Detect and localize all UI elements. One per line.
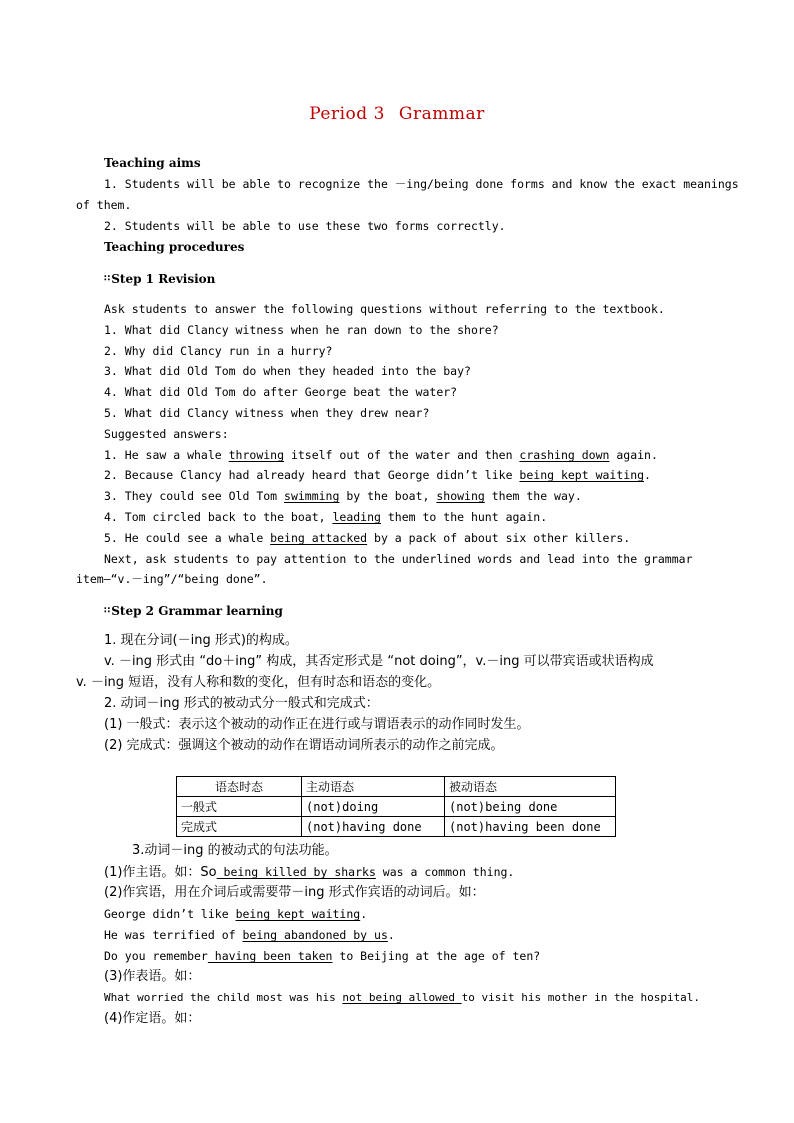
table-header-row xyxy=(177,777,616,797)
grammar-point-1-body-cont: v. －ing 短语，没有人称和数的变化，但有时态和语态的变化。 xyxy=(76,675,441,690)
question-1: 1. What did Clancy witness when he ran down to the shore? xyxy=(104,323,499,337)
underlined-phrase: not being allowed xyxy=(342,991,462,1004)
function-attributive: (4)作定语。如： xyxy=(104,1011,201,1026)
underlined-phrase: being abandoned by us xyxy=(242,928,388,942)
example-text: was a common thing. xyxy=(375,865,515,879)
example-text: (1)作主语。如：So xyxy=(104,865,217,880)
example-text: What worried the child most was his xyxy=(104,991,343,1004)
answer-text: them the way. xyxy=(484,489,582,503)
table-cell: (not)being done xyxy=(445,797,616,817)
step-marker-icon: ∷ xyxy=(104,274,111,284)
grammar-point-1: 1. 现在分词(－ing 形式)的构成。 xyxy=(104,633,298,648)
answer-text: 1. He saw a whale xyxy=(104,448,229,462)
example-text: George didn’t like xyxy=(104,907,236,921)
table-cell: (not)doing xyxy=(302,797,445,817)
table-cell: 完成式 xyxy=(177,817,302,837)
grammar-point-2-perfect: (2) 完成式：强调这个被动的动作在谓语动词所表示的动作之前完成。 xyxy=(104,738,504,753)
underlined-phrase: being kept waiting xyxy=(235,907,361,921)
answer-text: itself out of the water and then xyxy=(284,448,520,462)
title-period: Period 3 xyxy=(309,104,385,124)
question-4: 4. What did Old Tom do after George beat the water? xyxy=(104,385,458,399)
underlined-phrase: showing xyxy=(436,489,485,503)
table-header: 被动语态 xyxy=(445,777,616,797)
underlined-phrase: throwing xyxy=(228,448,285,462)
example-object-1 xyxy=(104,906,720,922)
answer-text: 5. He could see a whale xyxy=(104,531,271,545)
example-text: . xyxy=(360,907,368,921)
example-text: to Beijing at the age of ten? xyxy=(332,949,541,963)
step-marker-icon: ∷ xyxy=(104,606,111,616)
answer-text: again. xyxy=(609,448,658,462)
underlined-phrase: swimming xyxy=(284,489,340,503)
underlined-phrase: being attacked xyxy=(270,531,368,545)
table-cell: 一般式 xyxy=(177,797,302,817)
answer-text: 2. Because Clancy had already heard that George didn’t like xyxy=(104,468,520,482)
step-2-heading xyxy=(104,603,720,619)
underlined-phrase: being killed by sharks xyxy=(216,865,376,879)
answer-text: 3. They could see Old Tom xyxy=(104,489,285,503)
grammar-point-2: 2. 动词－ing 形式的被动式分一般式和完成式： xyxy=(104,696,379,711)
question-5: 5. What did Clancy witness when they drew near? xyxy=(104,406,430,420)
answer-1 xyxy=(104,447,720,463)
step-1-intro: Ask students to answer the following questions without referring to the textbook. xyxy=(104,302,665,316)
answer-text: by the boat, xyxy=(339,489,437,503)
example-text: to visit his mother in the hospital. xyxy=(461,991,701,1004)
example-text: Do you remember xyxy=(104,949,208,963)
question-3: 3. What did Old Tom do when they headed into the bay? xyxy=(104,364,471,378)
table-row xyxy=(177,817,616,837)
example-text: . xyxy=(387,928,395,942)
title-topic: Grammar xyxy=(398,104,485,124)
teaching-aims-heading: Teaching aims xyxy=(104,156,201,170)
function-predicative: (3)作表语。如： xyxy=(104,969,201,984)
answer-text: 4. Tom circled back to the boat, xyxy=(104,510,333,524)
next-instruction: Next, ask students to pay attention to the underlined words and lead into the grammar xyxy=(104,552,693,566)
step-1-title: Step 1 Revision xyxy=(111,272,216,286)
answer-text: them to the hunt again. xyxy=(380,510,548,524)
answer-text: . xyxy=(644,468,651,482)
grammar-point-3: 3.动词－ing 的被动式的句法功能。 xyxy=(132,843,338,858)
question-2: 2. Why did Clancy run in a hurry? xyxy=(104,344,333,358)
example-text: He was terrified of xyxy=(104,928,243,942)
underlined-phrase: having been taken xyxy=(207,949,333,963)
example-object-2 xyxy=(104,927,720,943)
grammar-point-2-general: (1) 一般式：表示这个被动的动作正在进行或与谓语表示的动作同时发生。 xyxy=(104,717,530,732)
example-object-3 xyxy=(104,948,720,964)
page-title xyxy=(0,104,794,124)
grammar-point-1-body: v. －ing 形式由 “do＋ing” 构成，其否定形式是 “not doing”，v.－ing 可以带宾语或状语构成 xyxy=(104,654,654,669)
aim-1: 1. Students will be able to recognize the －ing/being done forms and know the exact meanings xyxy=(104,177,739,191)
table-header: 主动语态 xyxy=(302,777,445,797)
suggested-answers-label: Suggested answers: xyxy=(104,427,229,441)
table-cell: (not)having done xyxy=(302,817,445,837)
answer-3 xyxy=(104,488,720,504)
underlined-phrase: being kept waiting xyxy=(519,468,645,482)
voice-tense-table xyxy=(176,776,616,837)
answer-2 xyxy=(104,467,720,483)
function-subject xyxy=(104,864,720,881)
answer-4 xyxy=(104,509,720,525)
example-predicative xyxy=(104,990,720,1006)
function-object: (2)作宾语，用在介词后或需要带－ing 形式作宾语的动词后。如： xyxy=(104,885,485,900)
answer-5 xyxy=(104,530,720,546)
table-row xyxy=(177,797,616,817)
aim-1-cont: of them. xyxy=(76,198,132,212)
underlined-phrase: leading xyxy=(332,510,381,524)
teaching-procedures-heading: Teaching procedures xyxy=(104,240,245,254)
next-instruction-cont: item—“v.－ing”/“being done”. xyxy=(76,572,268,586)
aim-2: 2. Students will be able to use these two forms correctly. xyxy=(104,219,506,233)
step-2-title: Step 2 Grammar learning xyxy=(111,604,283,618)
answer-text: by a pack of about six other killers. xyxy=(367,531,631,545)
table-cell: (not)having been done xyxy=(445,817,616,837)
step-1-heading xyxy=(104,271,720,287)
table-header: 语态时态 xyxy=(177,777,302,797)
underlined-phrase: crashing down xyxy=(519,448,610,462)
